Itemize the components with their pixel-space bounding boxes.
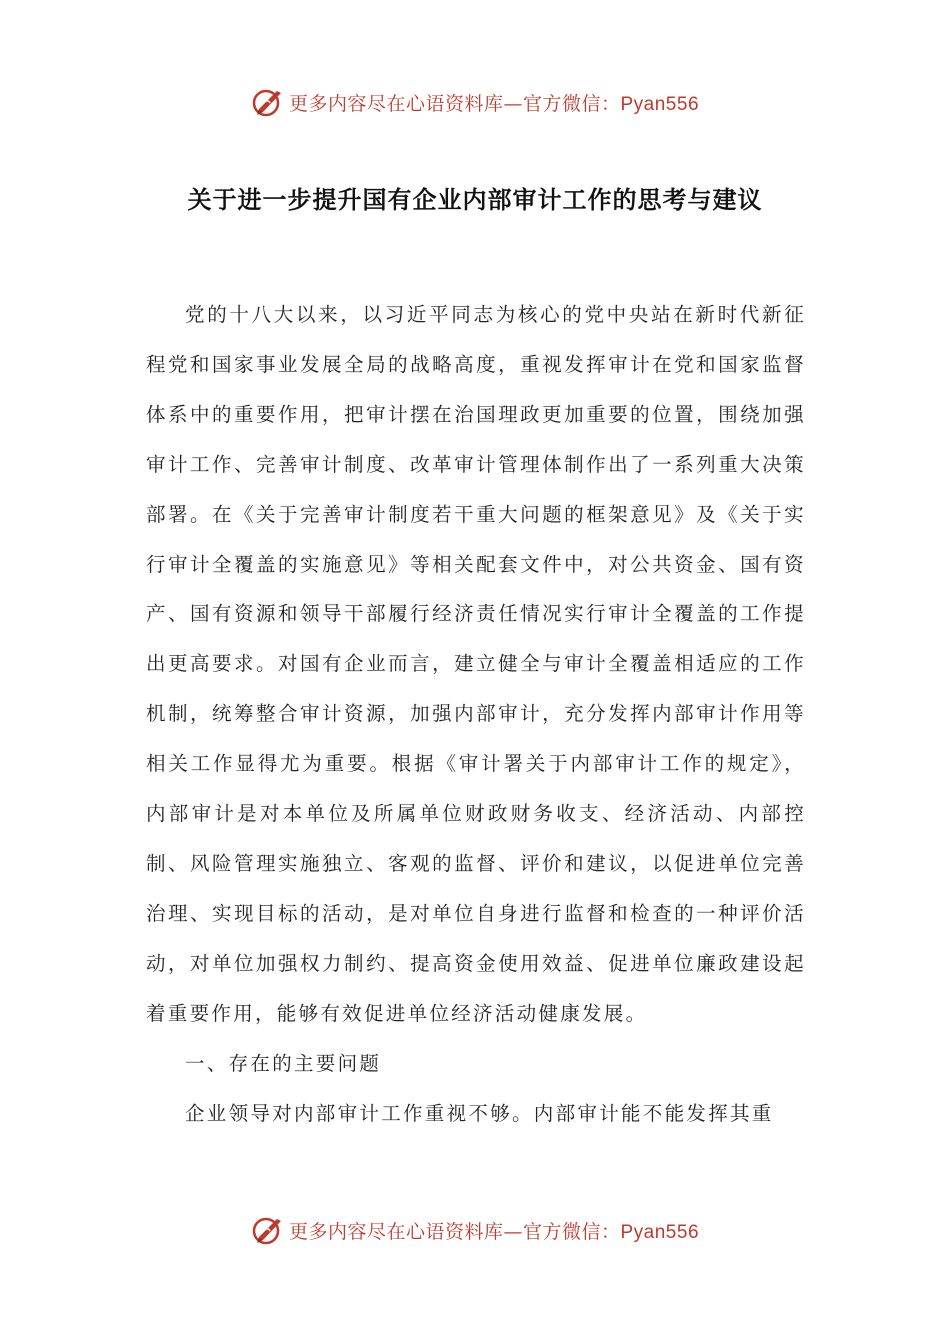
section-paragraph: 企业领导对内部审计工作重视不够。内部审计能不能发挥其重 (185, 1101, 774, 1125)
document-body (146, 290, 806, 1138)
footer-watermark-text: 更多内容尽在心语资料库—官方微信：Pyan556 (288, 1220, 700, 1243)
header-wechat-handle: Pyan556 (620, 93, 700, 115)
footer-wechat-handle: Pyan556 (620, 1221, 700, 1243)
footer-watermark-banner (0, 1210, 950, 1250)
header-watermark-text: 更多内容尽在心语资料库—官方微信：Pyan556 (288, 92, 700, 115)
pen-logo-icon (251, 1213, 285, 1247)
header-watermark-banner (0, 82, 950, 122)
section-heading: 一、存在的主要问题 (185, 1051, 382, 1075)
intro-paragraph: 党的十八大以来，以习近平同志为核心的党中央站在新时代新征程党和国家事业发展全局的战略高度，重视发挥审计在党和国家监督体系中的重要作用，把审计摆在治国理政更加重要的位置，围绕加强审计工作、完善审计制度、改革审计管理体制作出了一系列重大决策部署。在《关于完善审计制度若干重大问题的框架意见》及《关于实行审计全覆盖的实施意见》等相关配套文件中，对公共资金、国有资产、国有资源和领导干部履行经济责任情况实行审计全覆盖的工作提出更高要求。对国有企业而言，建立健全与审计全覆盖相适应的工作机制，统筹整合审计资源，加强内部审计，充分发挥内部审计作用等相关工作显得尤为重要。根据《审计署关于内部审计工作的规定》，内部审计是对本单位及所属单位财政财务收支、经济活动、内部控制、风险管理实施独立、客观的监督、评价和建议，以促进单位完善治理、实现目标的活动，是对单位自身进行监督和检查的一种评价活动，对单位加强权力制约、提高资金使用效益、促进单位廉政建设起着重要作用，能够有效促进单位经济活动健康发展。 (146, 303, 806, 1025)
document-title: 关于进一步提升国有企业内部审计工作的思考与建议 (187, 185, 763, 214)
pen-logo-icon (251, 85, 285, 119)
